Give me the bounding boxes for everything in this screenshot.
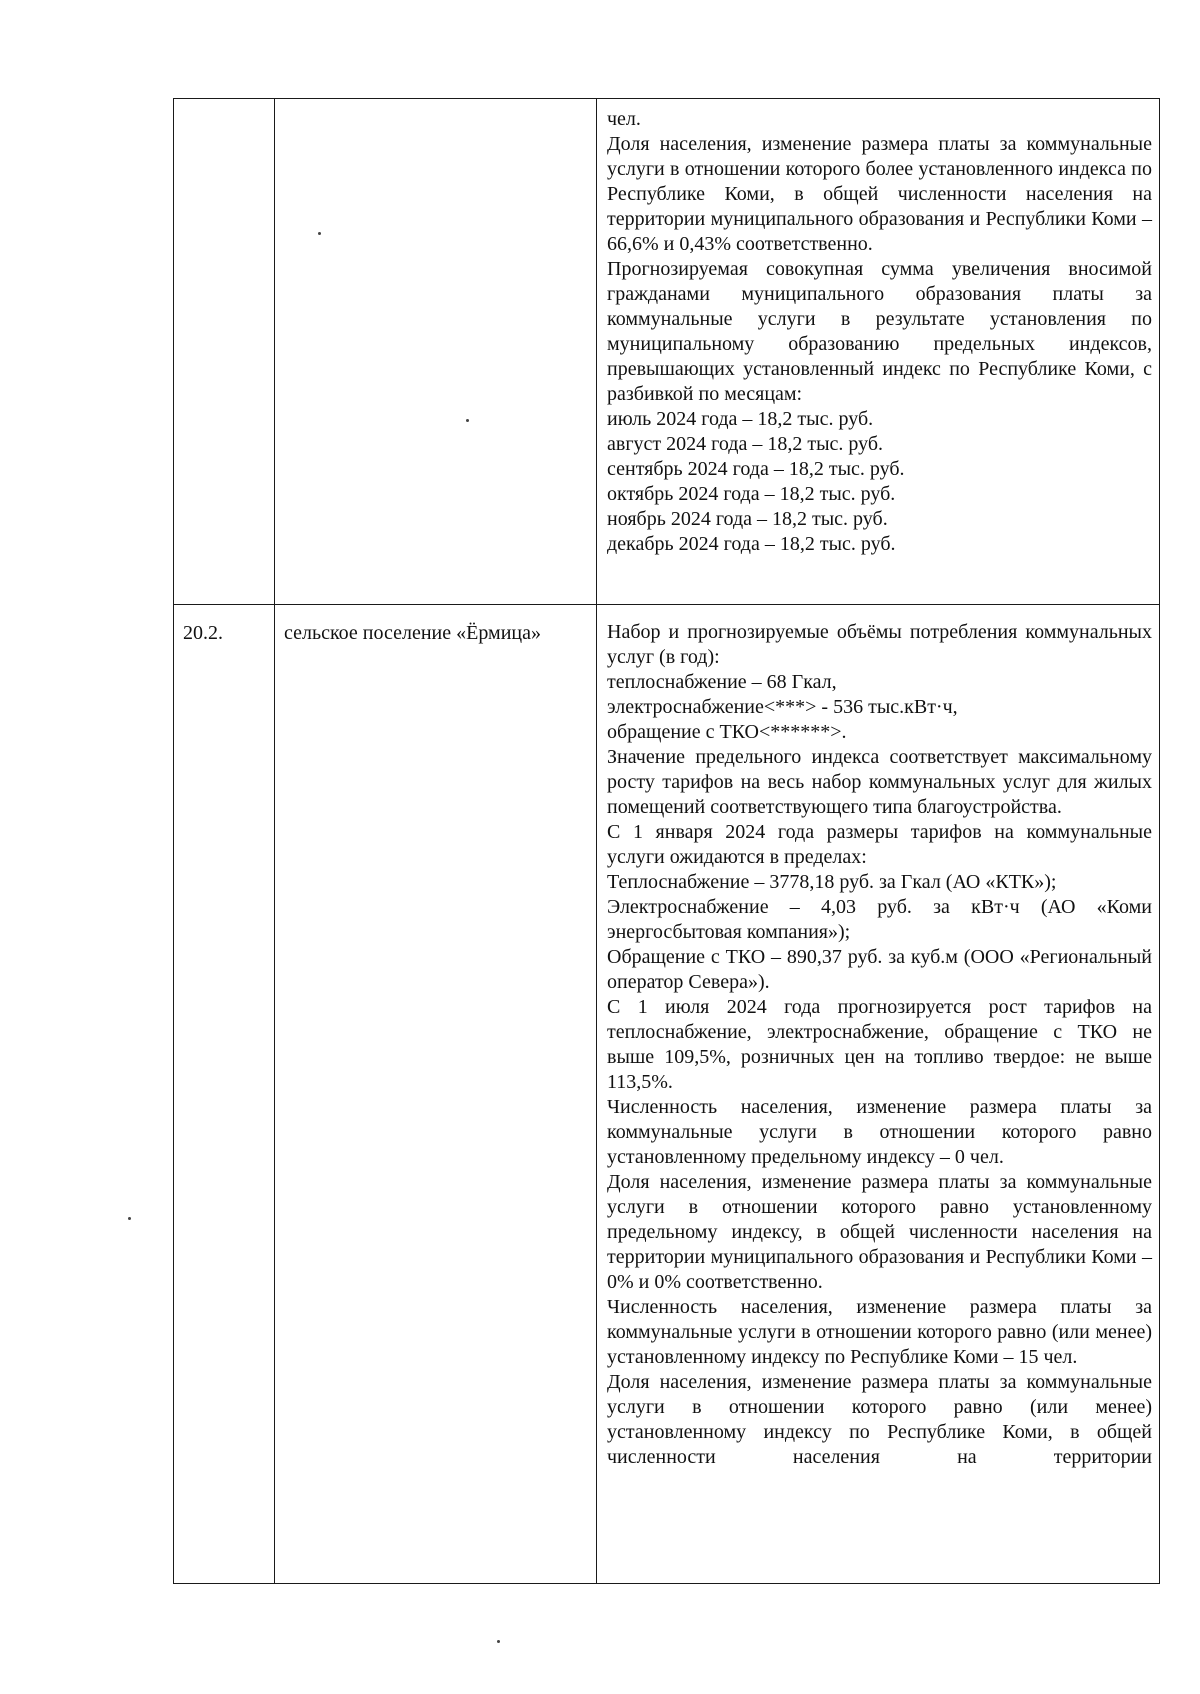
municipality-name-cell (275, 99, 597, 605)
scan-speck (497, 1640, 500, 1643)
municipal-index-table (173, 98, 1160, 1584)
description-cell (597, 605, 1160, 1584)
paragraph: Доля населения, изменение размера платы за коммунальные услуги в отношении которого равно (или менее) установленному индексу по Республике Коми, в общей численности населения на территории (607, 1371, 1152, 1468)
month-amount: июль 2024 года – 18,2 тыс. руб. (607, 408, 874, 430)
service-volume: теплоснабжение – 68 Гкал, (607, 671, 837, 693)
table-row (174, 605, 1160, 1584)
service-volume: электроснабжение<***> - 536 тыс.кВт·ч, (607, 696, 958, 718)
description-cell (597, 99, 1160, 605)
tariff-line: Обращение с ТКО – 890,37 руб. за куб.м (ООО «Региональный оператор Севера»). (607, 946, 1152, 993)
paragraph: Значение предельного индекса соответствует максимальному росту тарифов на весь набор коммунальных услуг для жилых помещений соответствующего типа благоустройства. (607, 746, 1152, 818)
month-amount: сентябрь 2024 года – 18,2 тыс. руб. (607, 458, 905, 480)
paragraph: С 1 января 2024 года размеры тарифов на коммунальные услуги ожидаются в пределах: (607, 821, 1152, 868)
row-number-cell: 20.2. (174, 605, 275, 1584)
paragraph: Набор и прогнозируемые объёмы потребления коммунальных услуг (в год): (607, 621, 1152, 668)
tariff-line: Теплоснабжение – 3778,18 руб. за Гкал (АО «КТК»); (607, 871, 1057, 893)
paragraph: Численность населения, изменение размера платы за коммунальные услуги в отношении которого равно (или менее) установленному индексу по Республике Коми – 15 чел. (607, 1296, 1152, 1368)
month-amount: октябрь 2024 года – 18,2 тыс. руб. (607, 483, 896, 505)
paragraph: Доля населения, изменение размера платы за коммунальные услуги в отношении которого более установленного индекса по Республике Коми, в общей численности населения на территории муниципального образования и Республики Коми – 66,6% и 0,43% соответственно. (607, 133, 1152, 255)
paragraph: Численность населения, изменение размера платы за коммунальные услуги в отношении которого равно установленному предельному индексу – 0 чел. (607, 1096, 1152, 1168)
paragraph: чел. (607, 108, 641, 130)
service-volume: обращение с ТКО<******>. (607, 721, 847, 743)
tariff-line: Электроснабжение – 4,03 руб. за кВт·ч (АО «Коми энергосбытовая компания»); (607, 896, 1152, 943)
table-row (174, 99, 1160, 605)
municipality-name-cell: сельское поселение «Ёрмица» (275, 605, 597, 1584)
scan-speck (128, 1217, 131, 1220)
paragraph: Прогнозируемая совокупная сумма увеличения вносимой гражданами муниципального образования платы за коммунальные услуги в результате установления по муниципальному образованию предельных индексов, превышающих установленный индекс по Республике Коми, с разбивкой по месяцам: (607, 258, 1152, 405)
paragraph: С 1 июля 2024 года прогнозируется рост тарифов на теплоснабжение, электроснабжение, обращение с ТКО не выше 109,5%, розничных цен на топливо твердое: не выше 113,5%. (607, 996, 1152, 1093)
month-amount: декабрь 2024 года – 18,2 тыс. руб. (607, 533, 896, 555)
month-amount: ноябрь 2024 года – 18,2 тыс. руб. (607, 508, 888, 530)
paragraph: Доля населения, изменение размера платы за коммунальные услуги в отношении которого равно установленному предельному индексу, в общей численности населения на территории муниципального образования и Республики Коми – 0% и 0% соответственно. (607, 1171, 1152, 1293)
row-number-cell (174, 99, 275, 605)
month-amount: август 2024 года – 18,2 тыс. руб. (607, 433, 884, 455)
